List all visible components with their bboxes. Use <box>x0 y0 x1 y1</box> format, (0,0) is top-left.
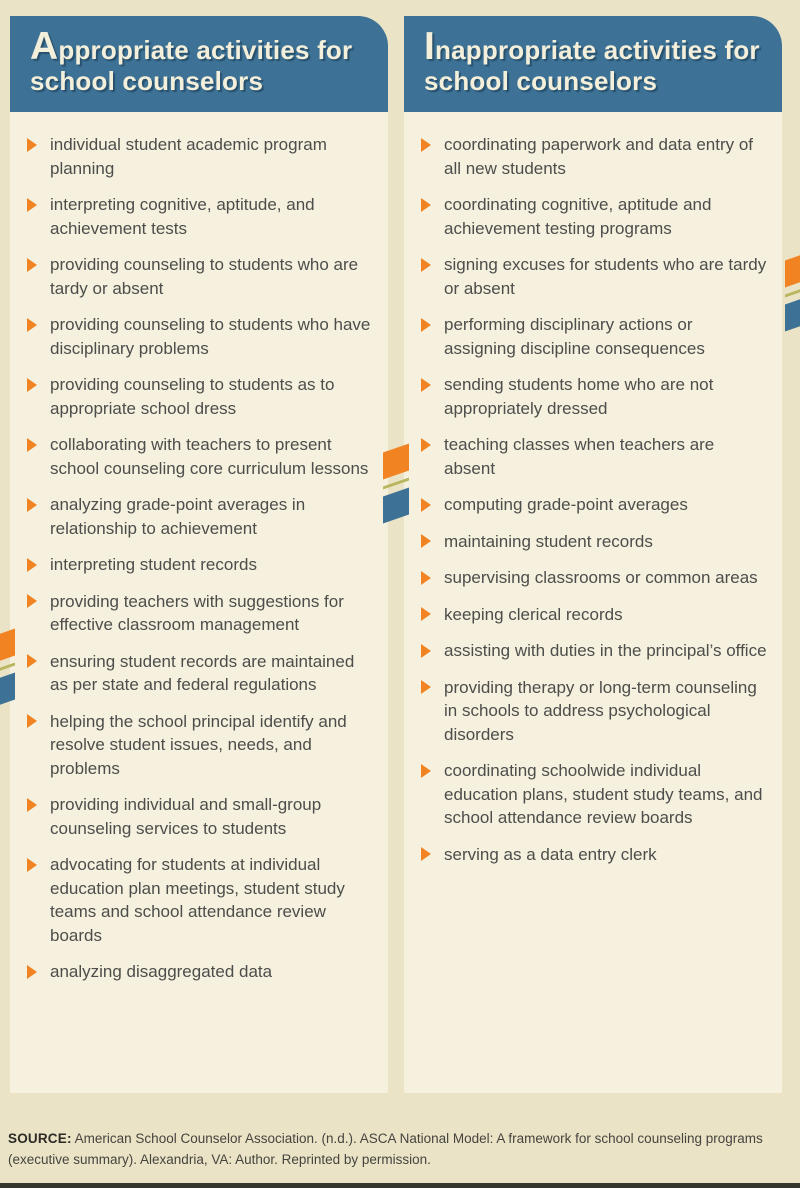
list-item <box>24 313 374 360</box>
triangle-bullet-icon <box>27 498 37 512</box>
triangle-bullet-icon <box>27 798 37 812</box>
triangle-bullet-icon <box>27 198 37 212</box>
list-item <box>418 133 768 180</box>
triangle-bullet-icon <box>421 680 431 694</box>
drop-cap-letter: A <box>30 25 59 68</box>
list-item <box>418 433 768 480</box>
orange-chevron-icon <box>383 444 409 480</box>
blue-chevron-icon <box>383 488 409 524</box>
triangle-bullet-icon <box>27 378 37 392</box>
list-item <box>418 639 768 663</box>
triangle-bullet-icon <box>27 558 37 572</box>
triangle-bullet-icon <box>27 965 37 979</box>
list-item-text: providing individual and small-group counseling services to students <box>50 795 322 838</box>
triangle-bullet-icon <box>421 438 431 452</box>
list-item-text: supervising classrooms or common areas <box>444 568 758 587</box>
triangle-bullet-icon <box>27 714 37 728</box>
list-item <box>24 710 374 781</box>
title-line-1 <box>30 25 370 68</box>
list-item-text: signing excuses for students who are tardy or absent <box>444 255 767 298</box>
list-item <box>24 493 374 540</box>
list-item-text: sending students home who are not appropriately dressed <box>444 375 714 418</box>
title-line-1-rest: ppropriate activities for <box>58 35 353 65</box>
list-item <box>418 373 768 420</box>
orange-chevron-icon <box>0 629 15 665</box>
list-item <box>24 853 374 947</box>
list-item-text: interpreting student records <box>50 555 257 574</box>
triangle-bullet-icon <box>27 858 37 872</box>
list-item <box>24 253 374 300</box>
drop-cap-letter: I <box>424 25 436 68</box>
ribbon-chevron-decoration <box>0 633 15 705</box>
list-item-text: interpreting cognitive, aptitude, and achievement tests <box>50 195 315 238</box>
list-item <box>24 650 374 697</box>
title-line-1-rest: nappropriate activities for <box>435 35 760 65</box>
inappropriate-title <box>424 25 764 97</box>
appropriate-header <box>10 16 388 112</box>
olive-stripe-icon <box>785 286 800 298</box>
appropriate-title <box>30 25 370 97</box>
triangle-bullet-icon <box>27 258 37 272</box>
title-line-1 <box>424 25 764 68</box>
triangle-bullet-icon <box>27 318 37 332</box>
list-item <box>418 313 768 360</box>
list-item-text: providing counseling to students who have disciplinary problems <box>50 315 371 358</box>
ribbon-chevron-decoration <box>383 448 409 520</box>
title-line-2: school counselors <box>424 66 658 96</box>
triangle-bullet-icon <box>27 438 37 452</box>
list-item-text: individual student academic program planning <box>50 135 327 178</box>
list-item-text: performing disciplinary actions or assigning discipline consequences <box>444 315 705 358</box>
list-item-text: collaborating with teachers to present school counseling core curriculum lessons <box>50 435 369 478</box>
list-item-text: serving as a data entry clerk <box>444 844 657 864</box>
list-item-text: coordinating paperwork and data entry of all new students <box>444 135 754 178</box>
appropriate-panel <box>10 16 388 1093</box>
list-item <box>418 603 768 627</box>
source-label: SOURCE: <box>8 1131 72 1146</box>
list-item <box>24 793 374 840</box>
blue-chevron-icon <box>0 673 15 709</box>
orange-chevron-icon <box>785 252 800 288</box>
triangle-bullet-icon <box>421 258 431 272</box>
triangle-bullet-icon <box>421 847 431 861</box>
list-item <box>24 373 374 420</box>
source-text: American School Counselor Association. (n.d.). ASCA National Model: A framework for school counseling programs (executive summary). Alexandria, VA: Author. Reprinted by permission. <box>8 1131 763 1167</box>
list-item <box>24 193 374 240</box>
triangle-bullet-icon <box>421 644 431 658</box>
list-item-text: helping the school principal identify and resolve student issues, needs, and problems <box>50 711 347 778</box>
list-item <box>418 759 768 830</box>
list-item <box>418 843 768 867</box>
triangle-bullet-icon <box>421 138 431 152</box>
inappropriate-header <box>404 16 782 112</box>
triangle-bullet-icon <box>421 571 431 585</box>
triangle-bullet-icon <box>421 764 431 778</box>
triangle-bullet-icon <box>27 138 37 152</box>
list-item <box>24 553 374 577</box>
bottom-bar <box>0 1183 800 1188</box>
triangle-bullet-icon <box>27 594 37 608</box>
list-item <box>24 433 374 480</box>
title-line-2: school counselors <box>30 66 264 96</box>
list-item-text: ensuring student records are maintained as per state and federal regulations <box>50 651 355 694</box>
list-item-text: providing counseling to students who are tardy or absent <box>50 255 359 298</box>
list-item-text: providing teachers with suggestions for effective classroom management <box>50 591 344 634</box>
list-item <box>418 676 768 747</box>
appropriate-list <box>24 133 374 984</box>
triangle-bullet-icon <box>27 654 37 668</box>
list-item-text: computing grade-point averages <box>444 495 688 514</box>
list-item <box>418 493 768 517</box>
ribbon-chevron-decoration <box>785 256 800 328</box>
list-item <box>24 960 374 984</box>
inappropriate-list <box>418 133 768 866</box>
list-item-text: advocating for students at individual education plan meetings, student study teams and school attendance review boards <box>50 855 345 945</box>
list-item-text: assisting with duties in the principal’s office <box>444 641 767 660</box>
triangle-bullet-icon <box>421 378 431 392</box>
list-item-text: analyzing grade-point averages in relationship to achievement <box>50 495 306 538</box>
source-note <box>8 1128 792 1170</box>
list-item <box>24 590 374 637</box>
list-item-text: analyzing disaggregated data <box>50 962 273 981</box>
list-item <box>418 193 768 240</box>
list-item <box>418 530 768 554</box>
triangle-bullet-icon <box>421 318 431 332</box>
list-item <box>418 566 768 590</box>
triangle-bullet-icon <box>421 607 431 621</box>
list-item <box>24 133 374 180</box>
triangle-bullet-icon <box>421 534 431 548</box>
list-item-text: providing counseling to students as to appropriate school dress <box>50 375 335 418</box>
list-item-text: coordinating schoolwide individual education plans, student study teams, and school attendance review boards <box>444 761 763 827</box>
triangle-bullet-icon <box>421 498 431 512</box>
list-item-text: providing therapy or long-term counseling in schools to address psychological disorders <box>444 677 757 744</box>
list-item-text: maintaining student records <box>444 531 653 551</box>
inappropriate-body <box>404 112 782 1093</box>
appropriate-body <box>10 112 388 1093</box>
list-item-text: coordinating cognitive, aptitude and achievement testing programs <box>444 195 712 238</box>
list-item <box>418 253 768 300</box>
list-item-text: teaching classes when teachers are absent <box>444 435 715 478</box>
blue-chevron-icon <box>785 296 800 332</box>
inappropriate-panel <box>404 16 782 1093</box>
triangle-bullet-icon <box>421 198 431 212</box>
list-item-text: keeping clerical records <box>444 604 623 624</box>
